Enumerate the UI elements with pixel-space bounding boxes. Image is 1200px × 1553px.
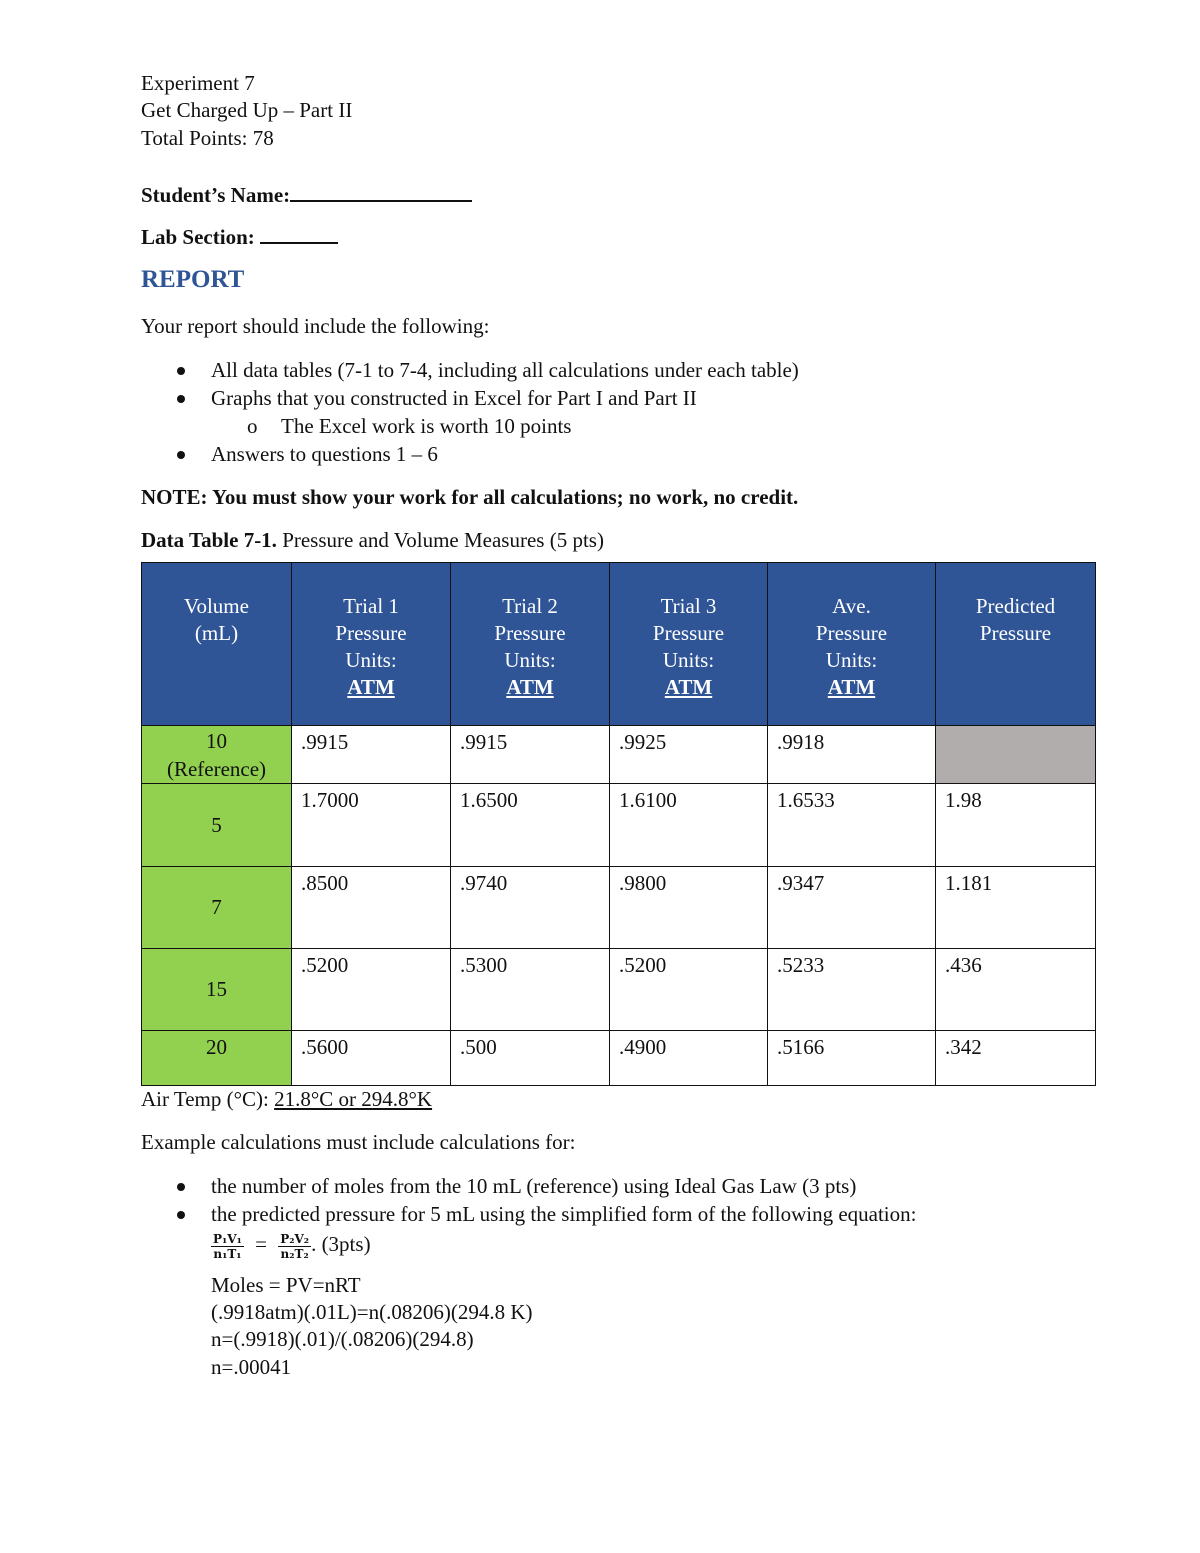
- table-cell[interactable]: .4900: [610, 1031, 768, 1086]
- table-cell[interactable]: 1.6100: [610, 784, 768, 867]
- student-name-field[interactable]: [290, 180, 472, 202]
- experiment-number: Experiment 7: [141, 71, 255, 95]
- bullet-icon: [177, 1183, 185, 1191]
- data-table-7-1: [141, 562, 1096, 1086]
- lab-section-label: Lab Section:: [141, 225, 255, 249]
- volume-cell: 10 (Reference): [142, 726, 292, 784]
- predicted-cell-shaded: [936, 726, 1096, 784]
- table-caption: [141, 526, 604, 554]
- report-intro: Your report should include the following:: [141, 314, 490, 338]
- table-cell[interactable]: 1.6533: [768, 784, 936, 867]
- table-cell[interactable]: .5200: [610, 949, 768, 1031]
- work-line: (.9918atm)(.01L)=n(.08206)(294.8 K): [211, 1300, 533, 1324]
- equation-points: . (3pts): [311, 1232, 371, 1256]
- table-cell[interactable]: .9915: [451, 726, 610, 784]
- sub-bullet-icon: o: [247, 414, 258, 438]
- work-line: n=.00041: [211, 1355, 292, 1379]
- list-item: Graphs that you constructed in Excel for Part I and Part II: [141, 384, 799, 412]
- predicted-cell[interactable]: .342: [936, 1031, 1096, 1086]
- air-temp-label: Air Temp (°C):: [141, 1087, 275, 1111]
- student-name-row: [141, 180, 472, 209]
- report-requirements-list: [141, 356, 799, 468]
- volume-cell: 7: [142, 867, 292, 949]
- student-name-label: Student’s Name:: [141, 183, 291, 207]
- volume-cell: 15: [142, 949, 292, 1031]
- table-row: [142, 726, 1096, 784]
- table-cell[interactable]: 1.6500: [451, 784, 610, 867]
- header-trial-2: Trial 2 Pressure Units: ATM: [451, 563, 610, 726]
- table-header-row: [142, 563, 1096, 726]
- table-row: [142, 949, 1096, 1031]
- header-trial-1: Trial 1 Pressure Units: ATM: [292, 563, 451, 726]
- air-temp-row: [141, 1085, 432, 1113]
- experiment-title: Get Charged Up – Part II: [141, 98, 353, 122]
- header-volume: Volume (mL): [142, 563, 292, 726]
- predicted-cell[interactable]: 1.98: [936, 784, 1096, 867]
- list-item: the number of moles from the 10 mL (reference) using Ideal Gas Law (3 pts): [141, 1172, 916, 1200]
- table-cell[interactable]: .9347: [768, 867, 936, 949]
- table-cell[interactable]: .9740: [451, 867, 610, 949]
- table-cell[interactable]: .5600: [292, 1031, 451, 1086]
- bullet-icon: [177, 367, 185, 375]
- header-average: Ave. Pressure Units: ATM: [768, 563, 936, 726]
- list-item: All data tables (7-1 to 7-4, including all calculations under each table): [141, 356, 799, 384]
- table-cell[interactable]: .9918: [768, 726, 936, 784]
- header-trial-3: Trial 3 Pressure Units: ATM: [610, 563, 768, 726]
- table-cell[interactable]: .5300: [451, 949, 610, 1031]
- table-caption-text: Pressure and Volume Measures (5 pts): [276, 528, 604, 552]
- lab-section-field[interactable]: [260, 222, 338, 244]
- table-cell[interactable]: .5233: [768, 949, 936, 1031]
- header-predicted: Predicted Pressure: [936, 563, 1096, 726]
- predicted-cell[interactable]: 1.181: [936, 867, 1096, 949]
- lhs-fraction: $\frac{\text{P₁V₁}}{\text{n₁T₁}}$: [213, 1231, 242, 1261]
- table-cell[interactable]: 1.7000: [292, 784, 451, 867]
- table-row: [142, 867, 1096, 949]
- list-subitem: o The Excel work is worth 10 points: [247, 414, 572, 438]
- table-cell[interactable]: .5166: [768, 1031, 936, 1086]
- list-item: Answers to questions 1 – 6: [141, 440, 799, 468]
- table-cell[interactable]: .500: [451, 1031, 610, 1086]
- list-item: the predicted pressure for 5 mL using the simplified form of the following equation:: [141, 1200, 916, 1228]
- volume-cell: 5: [142, 784, 292, 867]
- air-temp-value: 21.8°C or 294.8°K: [274, 1087, 433, 1111]
- rhs-fraction: $\frac{\text{P₂V₂}}{\text{n₂T₂}}$: [280, 1231, 310, 1261]
- predicted-cell[interactable]: .436: [936, 949, 1096, 1031]
- lab-section-row: [141, 222, 338, 251]
- total-points: Total Points: 78: [141, 126, 274, 150]
- table-cell[interactable]: .5200: [292, 949, 451, 1031]
- bullet-icon: [177, 451, 185, 459]
- bullet-icon: [177, 1211, 185, 1219]
- table-cell[interactable]: .9800: [610, 867, 768, 949]
- table-row: [142, 784, 1096, 867]
- table-row: [142, 1031, 1096, 1086]
- combined-gas-equation: [211, 1228, 371, 1261]
- report-heading: REPORT: [141, 266, 245, 293]
- bullet-icon: [177, 395, 185, 403]
- work-line: Moles = PV=nRT: [211, 1273, 361, 1297]
- work-line: n=(.9918)(.01)/(.08206)(294.8): [211, 1327, 474, 1351]
- table-caption-label: Data Table 7-1.: [141, 528, 277, 552]
- table-cell[interactable]: .9925: [610, 726, 768, 784]
- example-intro: Example calculations must include calculations for:: [141, 1130, 576, 1154]
- table-cell[interactable]: .8500: [292, 867, 451, 949]
- volume-cell: 20: [142, 1031, 292, 1086]
- example-calculations-list: [141, 1172, 916, 1228]
- note-text: NOTE: You must show your work for all calculations; no work, no credit.: [141, 485, 799, 509]
- equals-sign: =: [255, 1232, 267, 1256]
- table-cell[interactable]: .9915: [292, 726, 451, 784]
